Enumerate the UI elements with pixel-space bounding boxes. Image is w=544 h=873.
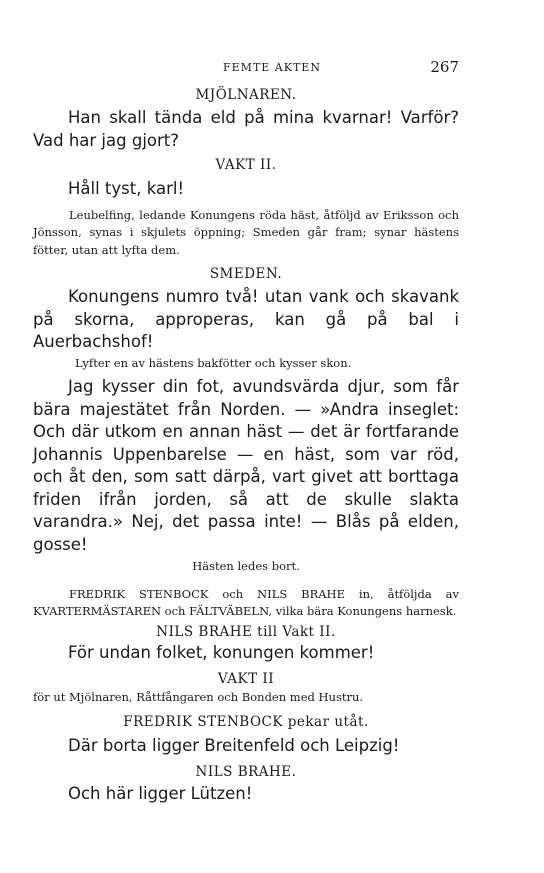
stage-direction-entrance: FREDRIK STENBOCK och NILS BRAHE in, åtföljda av KVARTERMÄSTAREN och FÄLTVÄBELN, vilka bära Konungens harnesk. [33,586,459,618]
page-body [33,86,459,806]
speech-smeden-2: Jag kysser din fot, avundsvärda djur, som får bära majestätet från Norden. — »Andra inseglet: Och där utkom en annan häst — det är fortfarande Johannis Uppenbarelse — en häst, som var röd, och åt den, som satt därpå, vart givet att borttaga friden ifrån jorden, så att de skulle slakta varandra.» Nej, det passa inte! — Blås på elden, gosse! [33,377,459,554]
speech-smeden-1: Konungens numro två! utan vank och skavank på skorna, approperas, kan gå på bal i Auerbachshof! [33,287,459,351]
speaker-vakt-ii: VAKT II. [215,157,277,173]
speaker-fredrik-stenbock: FREDRIK STENBOCK pekar utåt. [123,713,369,730]
speaker-mjolnaren: MJÖLNAREN. [195,87,297,103]
stage-direction-for-ut: för ut Mjölnaren, Råttfångaren och Bonden med Hustru. [33,690,364,704]
stage-direction-hasten-ledes-bort: Hästen ledes bort. [192,559,300,573]
speaker-smeden: SMEDEN. [209,266,283,282]
speech-vakt-ii: Håll tyst, karl! [68,179,185,198]
speaker-nils-brahe-2: NILS BRAHE. [195,764,297,780]
speech-nils-brahe-1: För undan folket, konungen kommer! [68,642,375,662]
speech-fredrik-stenbock: Där borta ligger Breitenfeld och Leipzig! [68,735,400,755]
running-head: FEMTE AKTEN [223,61,321,74]
page-number: 267 [430,58,459,76]
speech-mjolnaren: Han skall tända eld på mina kvarnar! Varför? Vad har jag gjort? [33,108,459,150]
speaker-nils-brahe-1: NILS BRAHE till Vakt II. [156,623,336,640]
speech-nils-brahe-2: Och här ligger Lützen! [68,784,253,803]
stage-direction-kysser-skon: Lyfter en av hästens bakfötter och kysser skon. [75,355,352,370]
speaker-vakt-ii-2: VAKT II [217,671,275,687]
page-header [0,58,544,78]
stage-direction-leubelfing: Leubelfing, ledande Konungens röda häst, åtföljd av Eriksson och Jönsson, synas i skjulets öppning; Smeden går fram; synar hästens fötter, utan att lyfta dem. [33,207,459,257]
